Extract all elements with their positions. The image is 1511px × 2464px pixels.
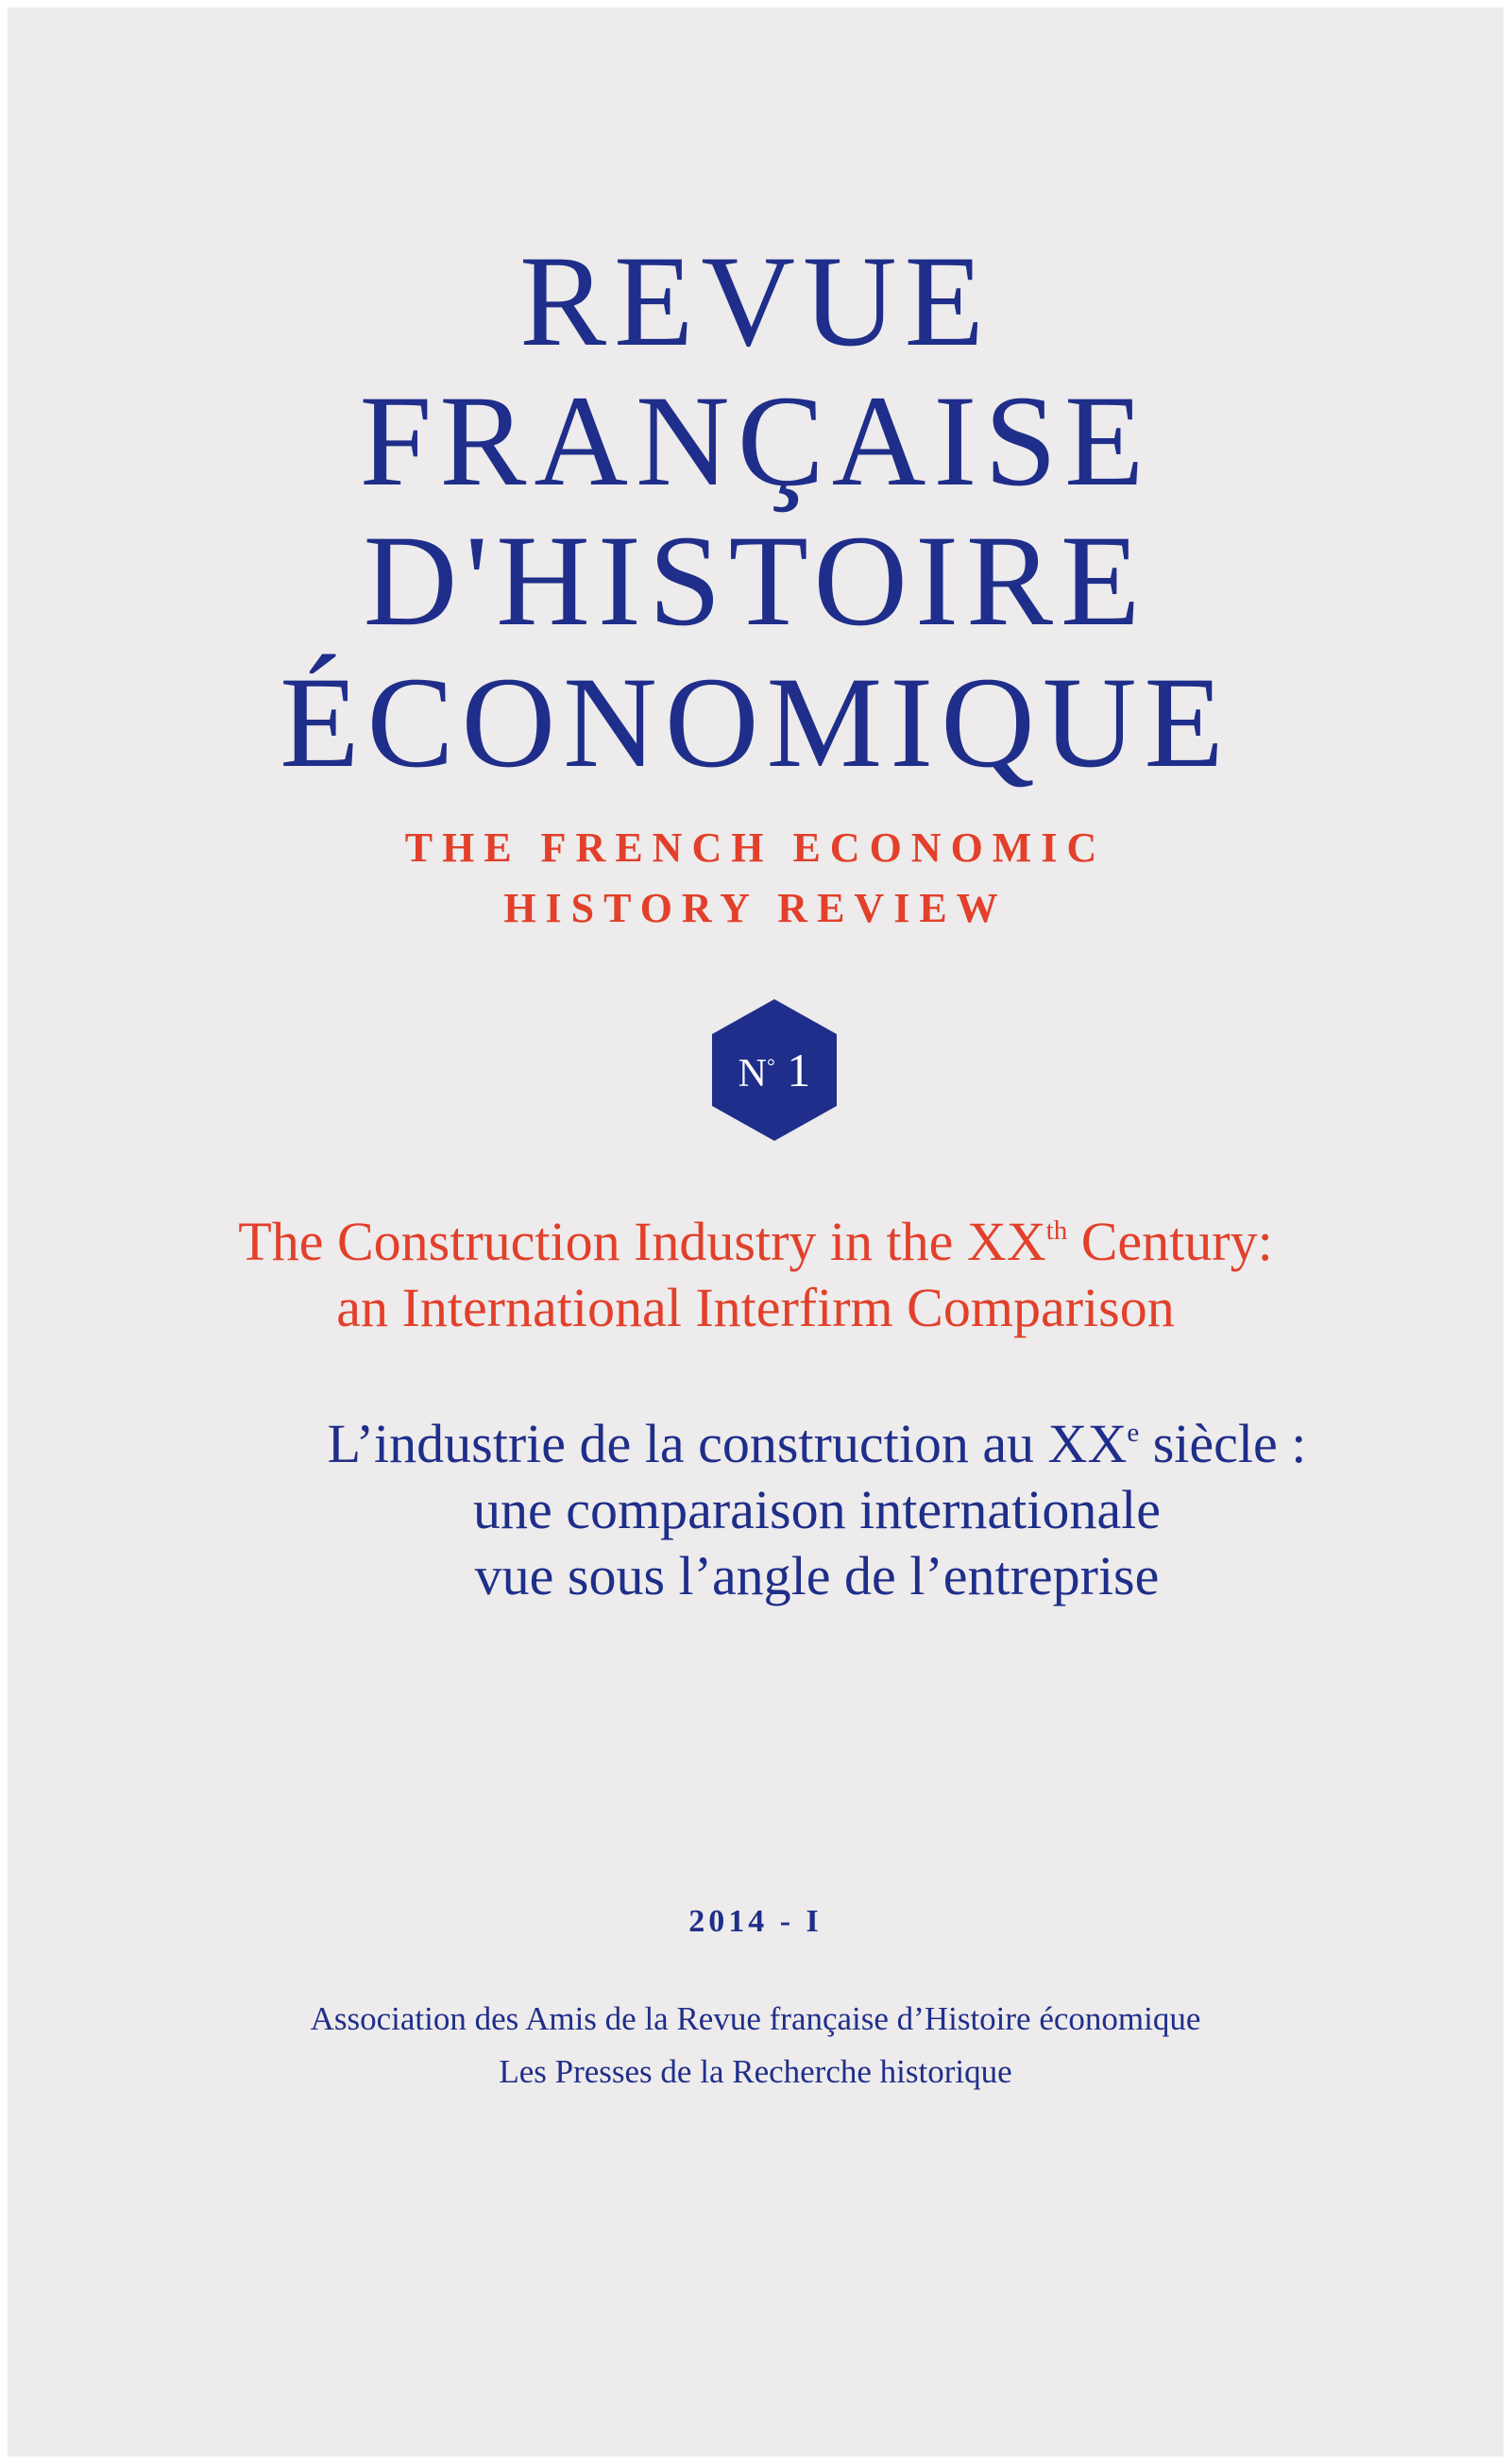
publisher-line-1: Association des Amis de la Revue française d’Histoire économique (310, 2000, 1201, 2037)
french-title-superscript: e (1127, 1418, 1140, 1449)
journal-title-line-1: REVUE (519, 229, 992, 373)
english-title-line-1 (8, 1211, 1503, 1272)
issue-number (712, 999, 837, 1141)
issue-prefix: N (738, 1052, 768, 1096)
journal-title-line-2: FRANÇAISE (359, 368, 1152, 513)
issue-value: 1 (787, 1044, 811, 1096)
english-title-line-1-text: The Construction Industry in the XX (238, 1211, 1046, 1272)
edition-year: 2014 - I (688, 1904, 823, 1939)
french-title-line-1 (8, 1413, 1503, 1474)
journal-title-line-4: ÉCONOMIQUE (280, 650, 1231, 794)
english-title-line-2: an International Interfirm Comparison (336, 1277, 1175, 1338)
issue-badge (712, 999, 837, 1146)
publisher-line-2: Les Presses de la Recherche historique (499, 2053, 1012, 2090)
french-title-line-1-text: L’industrie de la construction au XX (327, 1413, 1128, 1474)
french-title-line-3: vue sous l’angle de l’entreprise (474, 1545, 1160, 1606)
journal-title-line-3: D'HISTOIRE (363, 508, 1148, 653)
english-title-superscript: th (1045, 1215, 1068, 1247)
english-title-line-1-end: Century: (1067, 1211, 1273, 1272)
french-title-line-2: une comparaison internationale (473, 1479, 1161, 1540)
french-title-line-1-end: siècle : (1139, 1413, 1307, 1474)
journal-subtitle-line-1: THE FRENCH ECONOMIC (404, 824, 1107, 871)
issue-degree: ° (767, 1054, 775, 1078)
journal-subtitle-line-2: HISTORY REVIEW (503, 885, 1008, 931)
cover (8, 8, 1503, 2456)
